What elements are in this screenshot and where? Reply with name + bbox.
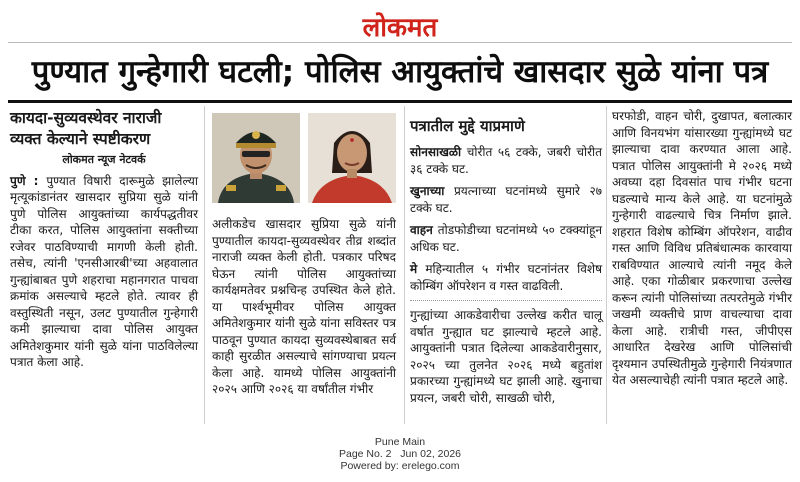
body-text: गुन्ह्यांच्या आकडेवारीचा उल्लेख करीत चालू वर्षात गुन्ह्यात घट झाल्याचे म्हटले आहे. आयुक्तांनी पत्रात दिलेल्या आकडेवारीनुसार, २०२५ च्या तुलनेत २०२६ मध्ये बहुतांश प्रकारच्या गुन्ह्यांमध्ये घट झाली आहे. खुनाचा प्रयत्न, जबरी चोरी, साखळी चोरी, <box>410 308 602 405</box>
column-divider <box>204 106 205 424</box>
points-separator <box>410 300 602 301</box>
article-subheadline: कायदा-सुव्यवस्थेवर नाराजी व्यक्त केल्याने स्पष्टीकरण <box>10 109 162 148</box>
dateline: पुणे : <box>10 173 39 188</box>
column-3 <box>410 108 602 406</box>
headline-rule <box>8 100 792 103</box>
column-divider <box>404 106 405 424</box>
point-text: प्रयत्नाच्या घटनांमध्ये सुमारे २७ टक्के घट. <box>410 184 602 215</box>
point-text: चोरीत ५६ टक्के, जबरी चोरीत ३६ टक्के घट. <box>410 145 602 176</box>
officer-photo <box>212 113 300 203</box>
point-text: तोडफोडीच्या घटनांमध्ये ५० टक्क्यांहून अधिक घट. <box>410 223 602 254</box>
powered-by: Powered by: erelego.com <box>340 460 460 472</box>
masthead-logo: लोकमत <box>362 13 438 43</box>
column-1 <box>10 108 198 371</box>
body-text: पुण्यात विषारी दारूमुळे झालेल्या मृत्यूकांडानंतर खासदार सुप्रिया सुळे यांनी पुणे पोलिस आयुक्तांच्या कार्यपद्धतीवर टीका करत, पोलिस आयुक्तांना सक्तीच्या रजेवर पाठविण्याची मागणी केली होती. तसेच, त्यांनी 'एनसीआरबी'च्या अहवालात गुन्ह्यांबाबत पुणे शहराचा महानगरात पाचवा क्रमांक असल्याचे म्हटले होते. त्यावर ही वस्तुस्थिती नसून, उलट पुण्यातील गुन्हेगारी कमी झाल्याचा दावा पोलिस आयुक्त अमितेशकुमार यांनी सुळे यांना पाठविलेल्या पत्रात केला आहे. <box>10 173 198 369</box>
article-body-1 <box>10 173 198 371</box>
body-text: अलीकडेच खासदार सुप्रिया सुळे यांनी पुण्यातील कायदा-सुव्यवस्थेवर तीव्र शब्दांत नाराजी व्यक्त केली होती. पत्रकार परिषद घेऊन त्यांनी पोलिस आयुक्तांच्या कार्यक्षमतेवर प्रश्नचिन्ह उपस्थित केले होते. या पार्श्वभूमीवर पोलिस आयुक्त अमितेशकुमार यांनी सुळे यांना सविस्तर पत्र पाठवून पुण्यात कायदा सुव्यवस्थेबाबत सर्व काही सुरळीत असल्याचे सांगण्याचा प्रयत्न केला आहे. यामध्ये पोलिस आयुक्तांनी २०२५ आणि २०२६ या वर्षांतील गंभीर <box>212 217 396 396</box>
top-divider <box>8 42 792 43</box>
point-lead: मे <box>410 262 418 276</box>
page-footer <box>0 436 800 472</box>
byline: लोकमत न्यूज नेटवर्क <box>62 153 146 166</box>
page-info <box>0 448 800 460</box>
point-item <box>410 222 602 255</box>
points-heading: पत्रातील मुद्दे याप्रमाणे <box>410 117 525 135</box>
publish-date: Jun 02, 2026 <box>400 448 462 460</box>
point-item <box>410 183 602 216</box>
photo-pair <box>212 113 396 203</box>
body-text: घरफोडी, वाहन चोरी, दुखापत, बलात्कार आणि विनयभंग यांसारख्या गुन्ह्यांमध्ये घट झाल्याचा दावा करण्यात आला आहे. पत्रात पोलिस आयुक्तांनी मे २०२६ मध्ये अवघ्या दहा दिवसांत पाच गंभीर घटना घडल्याचे मान्य केले आहे. या घटनांमुळे गुन्हेगारी वाढल्याचे चित्र निर्माण झाले. शहरात विशेष कोम्बिंग ऑपरेशन, वाढीव गस्त आणि विविध प्रतिबंधात्मक कारवाया राबविण्यात आल्याचे त्यांनी नमूद केले आहे. एका गोळीबार प्रकरणाचा उल्लेख करून त्यांनी पोलिसांच्या तत्परतेमुळे गंभीर जखमी व्यक्तीचे प्राण वाचल्याचा दावा केला आहे. रात्रीची गस्त, जीपीएस आधारित देखरेख आणि पोलिसांची दृश्यमान उपस्थितीमुळे गुन्हेगारी नियंत्रणात येत असल्याचेही त्यांनी पत्रात म्हटले आहे. <box>612 109 792 387</box>
column-4 <box>612 108 792 389</box>
column-divider <box>606 106 607 424</box>
point-item <box>410 261 602 294</box>
sule-photo <box>308 113 396 203</box>
column-2 <box>212 216 396 398</box>
point-lead: सोनसाखळी <box>410 145 462 159</box>
point-lead: खुनाच्या <box>410 184 445 198</box>
page-number: Page No. 2 <box>338 448 392 460</box>
article-headline: पुण्यात गुन्हेगारी घटली; पोलिस आयुक्तांचे खासदार सुळे यांना पत्र <box>31 54 769 90</box>
point-text: महिन्यातील ५ गंभीर घटनांनंतर विशेष कोम्बिंग ऑपरेशन व गस्त वाढविली. <box>410 262 602 293</box>
point-item <box>410 144 602 177</box>
edition-name: Pune Main <box>374 436 426 448</box>
point-lead: वाहन <box>410 223 433 237</box>
